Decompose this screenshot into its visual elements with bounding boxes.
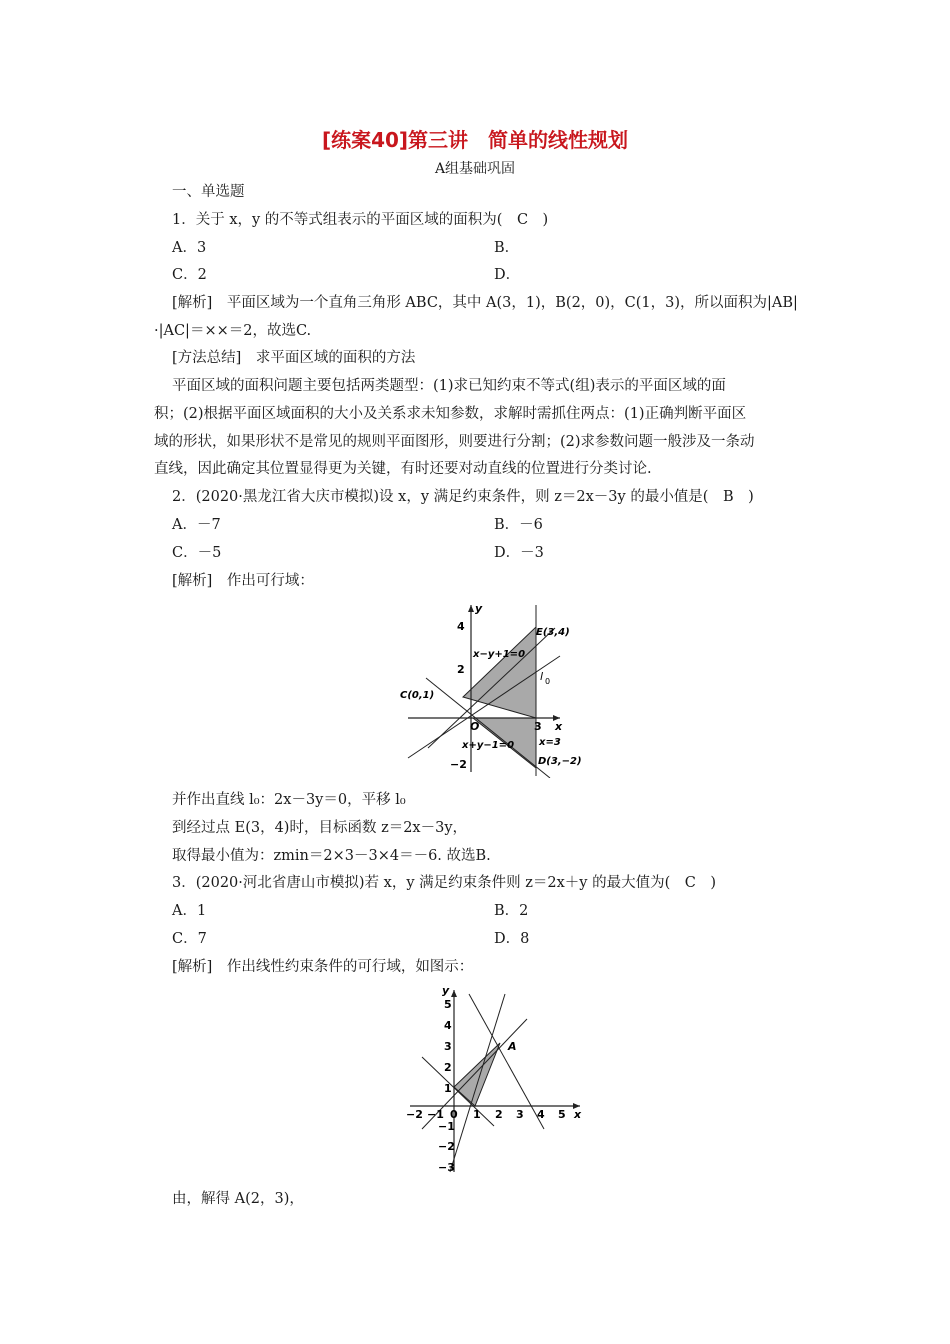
section-heading: 一、单选题 bbox=[172, 184, 245, 200]
x-tick-4: 4 bbox=[537, 1108, 545, 1121]
method-line1: 平面区域的面积问题主要包括两类题型：(1)求已知约束不等式(组)表示的平面区域的面 bbox=[172, 378, 726, 394]
origin-label: 0 bbox=[450, 1108, 458, 1121]
x-tick-5: 5 bbox=[558, 1108, 566, 1121]
q2-after-line1: 并作出直线 l₀：2x－3y＝0，平移 l₀ bbox=[172, 792, 406, 808]
point-c-label: C(0,1) bbox=[400, 690, 435, 701]
method-line2: 积；(2)根据平面区域面积的大小及关系求未知参数，求解时需抓住两点：(1)正确判断平面区 bbox=[154, 406, 747, 422]
q1-option-c: C．2 bbox=[172, 267, 207, 283]
x-axis-label: x bbox=[555, 720, 563, 733]
q3-last-line: 由，解得 A(2，3)， bbox=[172, 1191, 304, 1207]
x-axis-label: x bbox=[574, 1108, 582, 1121]
y-tick-minus-3: −3 bbox=[438, 1161, 455, 1174]
line1-label: x−y+1=0 bbox=[473, 649, 526, 660]
point-d-label: D(3,−2) bbox=[538, 756, 582, 767]
q1-option-a: A．3 bbox=[172, 240, 207, 256]
origin-label: O bbox=[470, 720, 480, 733]
method-line4: 直线，因此确定其位置显得更为关键，有时还要对动直线的位置进行分类讨论. bbox=[154, 461, 652, 477]
tick-4: 4 bbox=[457, 620, 465, 633]
y-tick-3: 3 bbox=[444, 1040, 452, 1053]
q3-stem: 3．(2020·河北省唐山市模拟)若 x，y 满足约束条件则 z＝2x＋y 的最大值为( C ) bbox=[172, 875, 716, 891]
q2-option-b: B．－6 bbox=[494, 517, 543, 533]
x-tick-3: 3 bbox=[516, 1108, 524, 1121]
line2-label: x+y−1=0 bbox=[462, 740, 515, 751]
method-line3: 域的形状，如果形状不是常见的规则平面图形，则要进行分割；(2)求参数问题一般涉及一条动 bbox=[154, 434, 755, 450]
q3-option-c: C．7 bbox=[172, 931, 207, 947]
subtitle: A组基础巩固 bbox=[434, 161, 516, 177]
y-tick-5: 5 bbox=[444, 998, 452, 1011]
q1-option-b: B． bbox=[494, 240, 520, 256]
x-tick-2: 2 bbox=[495, 1108, 503, 1121]
method-title: [方法总结] 求平面区域的面积的方法 bbox=[172, 350, 416, 366]
q2-option-d: D．－3 bbox=[494, 545, 544, 561]
q1-analysis-line1: [解析] 平面区域为一个直角三角形 ABC，其中 A(3，1)，B(2，0)，C(1，3)，所以面积为|AB| bbox=[172, 295, 798, 311]
feasible-region-figure-2 bbox=[402, 984, 592, 1176]
q1-analysis-line2: ·|AC|＝××＝2，故选C. bbox=[154, 323, 312, 339]
l0-subscript: 0 bbox=[545, 677, 551, 686]
y-tick-1: 1 bbox=[444, 1082, 452, 1095]
y-tick-2: 2 bbox=[444, 1061, 452, 1074]
x-tick-minus-2: −2 bbox=[406, 1108, 423, 1121]
q2-option-c: C．－5 bbox=[172, 545, 222, 561]
y-axis-label: y bbox=[442, 984, 450, 997]
q1-option-d: D． bbox=[494, 267, 521, 283]
tick-minus-2: −2 bbox=[450, 758, 467, 771]
page-title: [练案40]第三讲 简单的线性规划 bbox=[321, 128, 629, 152]
point-a-label: A bbox=[508, 1040, 517, 1053]
line3-label: x=3 bbox=[539, 737, 561, 748]
x-tick-minus-1: −1 bbox=[427, 1108, 444, 1121]
q3-option-b: B．2 bbox=[494, 903, 529, 919]
l0-label: l bbox=[540, 670, 544, 683]
feasible-region-figure-1 bbox=[400, 600, 590, 778]
tick-3: 3 bbox=[534, 720, 542, 733]
y-tick-4: 4 bbox=[444, 1019, 452, 1032]
feasible-region bbox=[454, 1043, 500, 1106]
q3-analysis: [解析] 作出线性约束条件的可行域，如图示： bbox=[172, 959, 474, 975]
q2-after-line3: 取得最小值为：zmin＝2×3－3×4＝－6. 故选B. bbox=[172, 848, 491, 864]
q1-stem: 1．关于 x，y 的不等式组表示的平面区域的面积为( C ) bbox=[172, 212, 549, 228]
q3-option-a: A．1 bbox=[172, 903, 207, 919]
x-tick-1: 1 bbox=[473, 1108, 481, 1121]
y-axis-label: y bbox=[475, 602, 483, 615]
q2-after-line2: 到经过点 E(3，4)时，目标函数 z＝2x－3y， bbox=[172, 820, 468, 836]
point-e-label: E(3,4) bbox=[536, 627, 570, 638]
y-tick-minus-1: −1 bbox=[438, 1120, 455, 1133]
q3-option-d: D．8 bbox=[494, 931, 530, 947]
q2-option-a: A．－7 bbox=[172, 517, 221, 533]
q2-analysis: [解析] 作出可行域： bbox=[172, 573, 314, 589]
tick-2: 2 bbox=[457, 663, 465, 676]
q2-stem: 2．(2020·黑龙江省大庆市模拟)设 x，y 满足约束条件，则 z＝2x－3y 的最小值是( B ) bbox=[172, 489, 754, 505]
y-tick-minus-2: −2 bbox=[438, 1140, 455, 1153]
